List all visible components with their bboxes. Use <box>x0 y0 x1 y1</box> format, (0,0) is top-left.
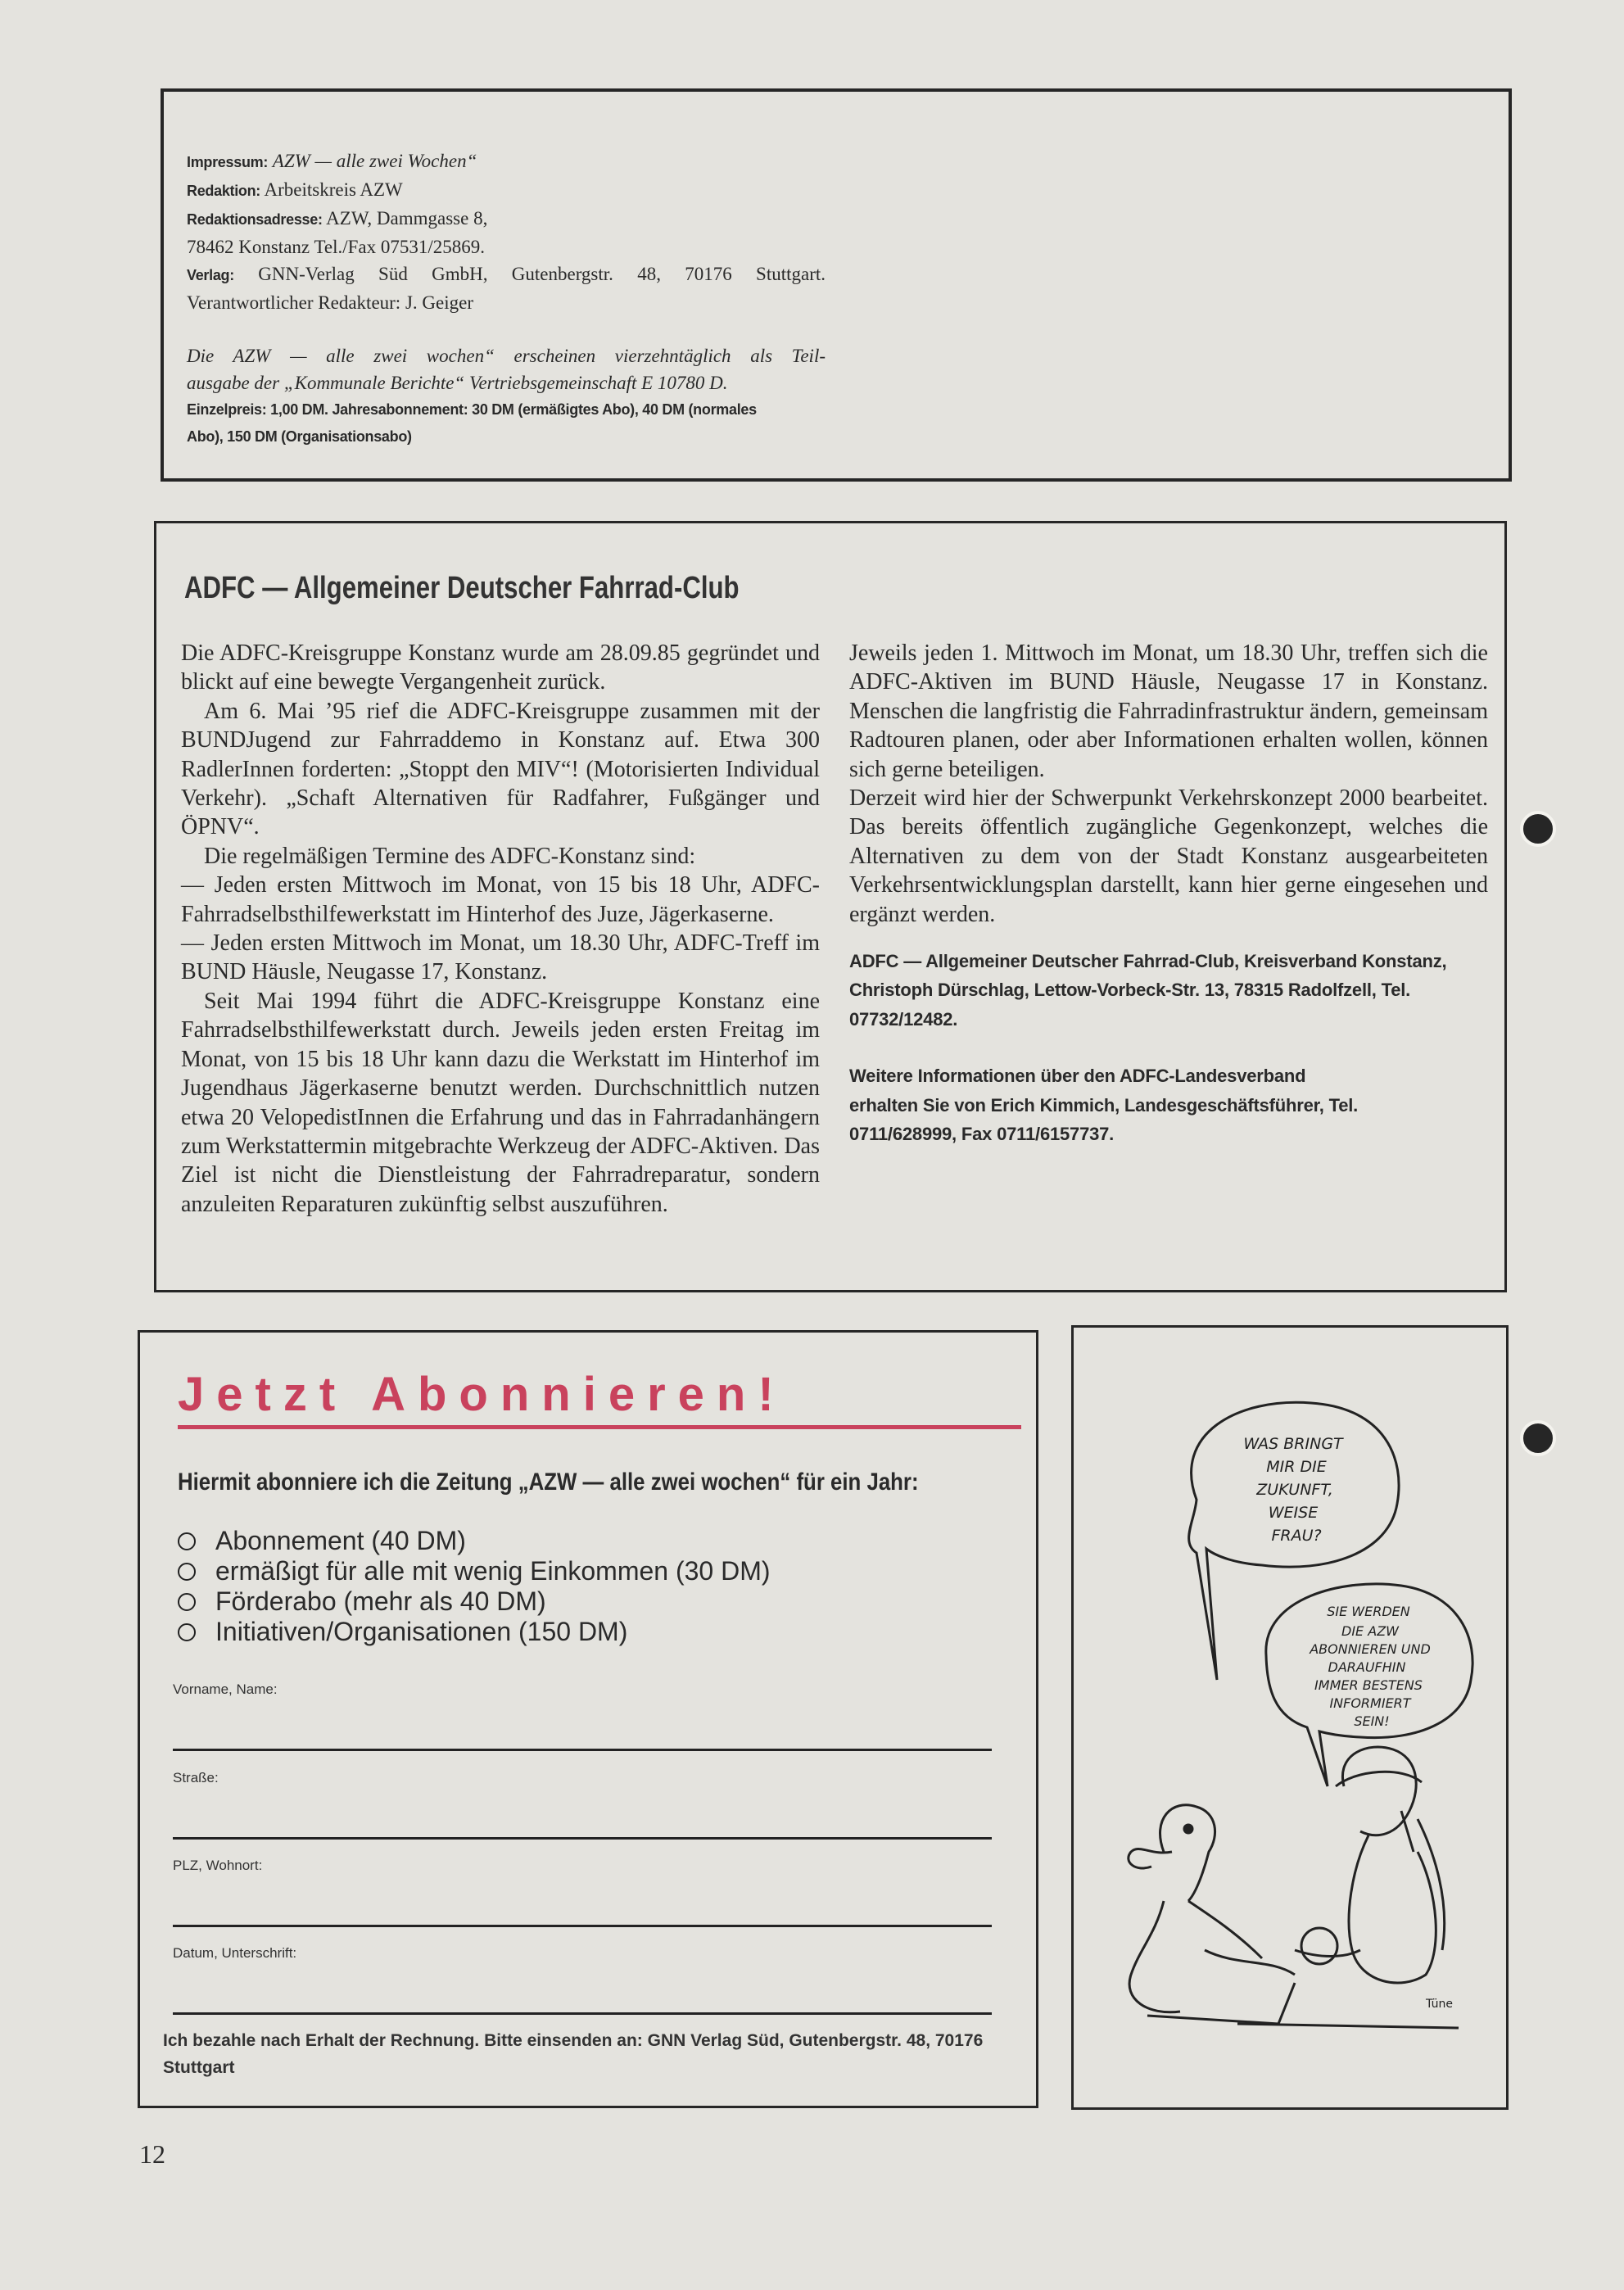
fortune-teller-figure <box>1237 1747 1459 2028</box>
city-field[interactable] <box>173 1858 992 1933</box>
adfc-article <box>154 521 1507 1292</box>
redaktion-label: Redaktion: <box>187 183 261 199</box>
punch-hole <box>1520 811 1556 847</box>
address-line-2: 78462 Konstanz Tel./Fax 07531/25869. <box>187 237 486 257</box>
price-line-1: Einzelpreis: 1,00 DM. Jahresabonnement: 30 DM (ermäßigtes Abo), 40 DM (normales <box>187 401 757 418</box>
option-foerderabo[interactable] <box>178 1586 771 1617</box>
impressum-title: AZW — alle zwei Wochen“ <box>272 151 477 171</box>
adfc-more-info: Weitere Informationen über den ADFC-Landesverband erhalten Sie von Erich Kimmich, Landesgeschäftsführer, Tel. 0711/628999, Fax 0711/6157737. <box>849 1066 1359 1145</box>
bubble-2-line: DIE AZW <box>1341 1623 1399 1639</box>
impressum-label: Impressum: <box>187 154 269 170</box>
option-initiativen[interactable] <box>178 1617 771 1647</box>
redaktionsadresse-label: Redaktionsadresse: <box>187 211 323 228</box>
radio-icon[interactable] <box>178 1593 196 1611</box>
bubble-1-line: MIR DIE <box>1266 1458 1327 1476</box>
option-ermaessigt[interactable] <box>178 1556 771 1586</box>
cartoon-box <box>1071 1325 1509 2110</box>
adfc-column-left <box>181 639 820 1219</box>
subscription-intro: Hiermit abonniere ich die Zeitung „AZW — alle zwei wochen“ für ein Jahr: <box>178 1469 919 1496</box>
bubble-2-line: SEIN! <box>1354 1713 1390 1729</box>
name-field-label: Vorname, Name: <box>173 1681 278 1697</box>
verlag-value: GNN-Verlag Süd GmbH, Gutenbergstr. 48, 70176 Stuttgart. <box>258 264 826 284</box>
adfc-paragraph: Am 6. Mai ’95 rief die ADFC-Kreisgruppe zusammen mit der BUNDJugend zur Fahrraddemo in Konstanz auf. Etwa 300 RadlerInnen forderten: „Stoppt den MIV“! (Motorisierten Individual Verkehr). „Schaft Alternativen für Radfahrer, Fußgänger und ÖPNV“. <box>181 698 820 840</box>
signature-field[interactable] <box>173 1945 992 2021</box>
adfc-paragraph: — Jeden ersten Mittwoch im Monat, von 15 bis 18 Uhr, ADFC-Fahrradselbsthilfewerkstatt im Hinterhof des Juze, Jägerkaserne. <box>181 872 820 927</box>
cartoon-signature: Tüne <box>1426 1998 1453 2011</box>
price-line-2: Abo), 150 DM (Organisationsabo) <box>187 428 412 445</box>
page-number: 12 <box>139 2139 165 2169</box>
adfc-paragraph: Die regelmäßigen Termine des ADFC-Konstanz sind: <box>204 843 696 869</box>
option-abonnement[interactable] <box>178 1526 771 1556</box>
cartoon-illustration <box>1074 1328 1506 2107</box>
bubble-1-text <box>1243 1435 1344 1545</box>
subscription-options <box>178 1526 771 1647</box>
impressum-note-2: ausgabe der „Kommunale Berichte“ Vertriebsgemeinschaft E 10780 D. <box>187 373 728 393</box>
man-figure <box>1129 1805 1295 2024</box>
verlag-label: Verlag: <box>187 267 234 283</box>
bubble-2-line: DARAUFHIN <box>1328 1659 1406 1675</box>
verantwortlich: Verantwortlicher Redakteur: J. Geiger <box>187 292 473 313</box>
impressum-box <box>161 88 1512 482</box>
adfc-paragraph: — Jeden ersten Mittwoch im Monat, um 18.30 Uhr, ADFC-Treff im BUND Häusle, Neugasse 17, Konstanz. <box>181 930 820 985</box>
option-label: ermäßigt für alle mit wenig Einkommen (30 DM) <box>215 1556 771 1586</box>
bubble-1-line: FRAU? <box>1271 1527 1322 1545</box>
punch-hole <box>1520 1420 1556 1456</box>
impressum-text <box>187 147 826 450</box>
impressum-note-1: Die AZW — alle zwei wochen“ erscheinen vierzehntäglich als Teil- <box>187 346 826 366</box>
adfc-column-right <box>849 639 1488 1149</box>
signature-field-line[interactable] <box>173 2012 992 2015</box>
radio-icon[interactable] <box>178 1532 196 1550</box>
bubble-1-line: WEISE <box>1268 1504 1319 1522</box>
option-label: Initiativen/Organisationen (150 DM) <box>215 1617 628 1646</box>
bubble-2-line: ABONNIEREN UND <box>1310 1641 1431 1657</box>
bubble-2-line: IMMER BESTENS <box>1314 1677 1423 1693</box>
radio-icon[interactable] <box>178 1563 196 1581</box>
adfc-paragraph: Die ADFC-Kreisgruppe Konstanz wurde am 28.09.85 gegründet und blickt auf eine bewegte Vergangenheit zurück. <box>181 640 820 695</box>
adfc-contact: ADFC — Allgemeiner Deutscher Fahrrad-Club, Kreisverband Konstanz, Christoph Dürschlag, Lettow-Vorbeck-Str. 13, 78315 Radolfzell, Tel. 07732/12482. <box>849 951 1447 1030</box>
name-field[interactable] <box>173 1681 992 1757</box>
address-line-1: AZW, Dammgasse 8, <box>326 208 488 229</box>
signature-field-label: Datum, Unterschrift: <box>173 1945 297 1961</box>
city-field-label: PLZ, Wohnort: <box>173 1858 263 1873</box>
radio-icon[interactable] <box>178 1623 196 1641</box>
adfc-paragraph: Derzeit wird hier der Schwerpunkt Verkehrskonzept 2000 bearbeitet. Das bereits öffentlich zugängliche Gegenkonzept, welches die Alternativen zu dem von der Stadt Konstanz ausgearbeiteten Verkehrsentwicklungsplan darstellt, kann hier gerne eingesehen und ergänzt werden. <box>849 785 1488 927</box>
subscription-form <box>138 1330 1038 2108</box>
adfc-title: ADFC — Allgemeiner Deutscher Fahrrad-Club <box>184 571 740 605</box>
subscription-title: Jetzt Abonnieren! <box>178 1367 1021 1429</box>
street-field-line[interactable] <box>173 1837 992 1840</box>
bubble-1-line: ZUKUNFT, <box>1256 1481 1333 1499</box>
adfc-paragraph: Jeweils jeden 1. Mittwoch im Monat, um 18.30 Uhr, treffen sich die ADFC-Aktiven im BUND Häusle, Neugasse 17 in Konstanz. Menschen die langfristig die Fahrradinfrastruktur ändern, gemeinsam Radtouren planen, oder aber Informationen erhalten wollen, können sich gerne beteiligen. <box>849 640 1488 782</box>
redaktion-value: Arbeitskreis AZW <box>264 179 403 200</box>
city-field-line[interactable] <box>173 1925 992 1927</box>
street-field[interactable] <box>173 1770 992 1845</box>
street-field-label: Straße: <box>173 1770 219 1785</box>
bubble-2-text <box>1309 1604 1431 1729</box>
bubble-1-line: WAS BRINGT <box>1243 1435 1343 1453</box>
subscription-footer: Ich bezahle nach Erhalt der Rechnung. Bitte einsenden an: GNN Verlag Süd, Gutenbergstr. 48, 70176 Stuttgart <box>163 2031 984 2077</box>
adfc-paragraph: Seit Mai 1994 führt die ADFC-Kreisgruppe Konstanz eine Fahrradselbsthilfewerkstatt durch. Jeweils jeden ersten Freitag im Monat, von 15 bis 18 Uhr kann dazu die Werkstatt im Hinterhof im Jugendhaus Jägerkaserne benutzt werden. Durchschnittlich nutzen etwa 20 VelopedistInnen die Erfahrung und das in Fahrradanhängern zum Werkstattermin mitgebrachte Werkzeug der ADFC-Aktiven. Das Ziel ist nicht die Dienstleistung der Fahrradreparatur, sondern anzuleiten Reparaturen zukünftig selbst auszuführen. <box>181 988 820 1217</box>
option-label: Abonnement (40 DM) <box>215 1526 466 1555</box>
bubble-2-line: SIE WERDEN <box>1327 1604 1410 1619</box>
name-field-line[interactable] <box>173 1749 992 1751</box>
bubble-2-line: INFORMIERT <box>1329 1695 1411 1711</box>
option-label: Förderabo (mehr als 40 DM) <box>215 1586 546 1616</box>
